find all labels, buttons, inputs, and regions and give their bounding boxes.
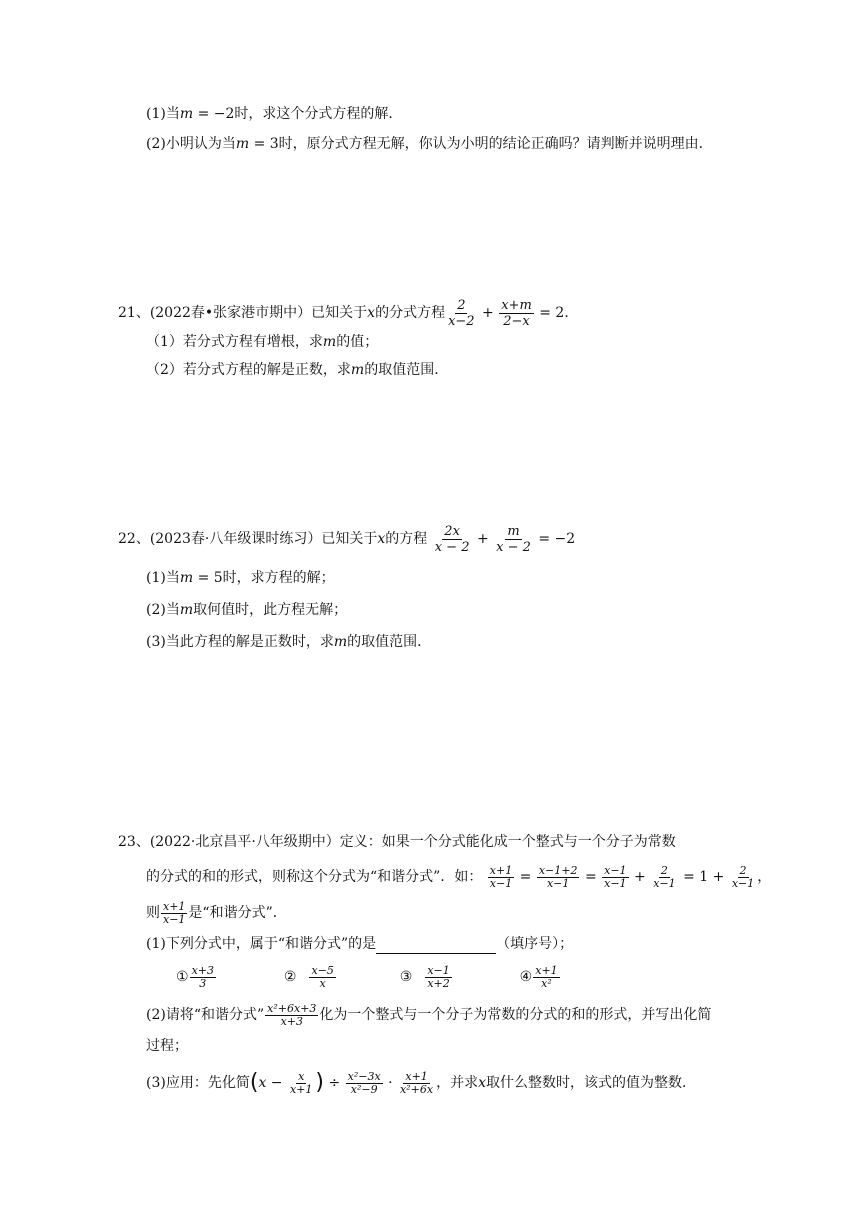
var-x: x: [478, 1075, 486, 1091]
fraction: $\frac{x+1}{\text{x²+6x}}$: [400, 1069, 434, 1096]
q20-part1: [146, 104, 402, 124]
var-m: m: [235, 136, 250, 152]
q23-part2-cont: [146, 1036, 188, 1056]
text: (2)请将“和谐分式”: [146, 1007, 265, 1023]
text: 的分式方程: [375, 305, 446, 321]
fraction: $\frac{x}{x+1}$: [289, 1069, 313, 1096]
text: （2）若分式方程的解是正数，求: [146, 362, 351, 378]
text: （1）若分式方程有增根，求: [146, 334, 323, 350]
text: 化为一个整式与一个分子为常数的分式的和的形式，并写出化简: [319, 1007, 712, 1023]
fraction: $\frac{2}{x-1}$: [653, 863, 676, 890]
text: (3)应用：先化简: [146, 1075, 250, 1091]
q23-options: [176, 962, 561, 992]
fraction: $\frac{\text{x²+6x+3}}{x+3}$: [267, 1001, 317, 1028]
q21-stem: [118, 296, 578, 330]
q21-part2: [146, 360, 448, 380]
text: = −2: [538, 531, 576, 547]
var-x: x: [377, 531, 386, 547]
fraction: $\frac{2x}{x - 2}$: [434, 523, 470, 555]
fraction: $\frac{x+1}{\text{x²}}$: [535, 963, 558, 990]
fraction: $\frac{x+3}{3}$: [191, 963, 214, 990]
text: 的方程: [385, 531, 428, 547]
text: = 2．: [539, 305, 579, 321]
q22-stem: [118, 522, 575, 556]
q20-part2: [146, 134, 713, 154]
text: 的分式的和的形式，则称这个分式为“和谐分式”．如：: [146, 869, 483, 885]
option-number: ③: [399, 969, 413, 985]
text: = 5时，求方程的解；: [193, 570, 335, 586]
equals-sign: =: [683, 869, 695, 885]
q23-part1: [146, 934, 573, 954]
text: 的值；: [336, 334, 379, 350]
fraction: $\frac{\text{x²−3x}}{\text{x²−9}}$: [347, 1069, 381, 1096]
var-m: m: [179, 602, 194, 618]
q22-part2: [146, 600, 347, 620]
option-number: ②: [283, 969, 297, 985]
fraction: $\frac{x-1+2}{x-1}$: [538, 863, 578, 890]
text: 23、(2022·北京昌平·八年级期中）定义：如果一个分式能化成一个整式与一个分子为常数: [118, 834, 676, 850]
paren: ): [315, 1070, 324, 1095]
fraction: $\frac{2}{x-2}$: [448, 297, 475, 329]
plus-sign: +: [712, 869, 725, 885]
fraction: $\frac{x-5}{x}$: [311, 963, 334, 990]
number: 1: [699, 869, 709, 885]
text: (1)当: [146, 106, 180, 122]
text: 22、(2023春·八年级课时练习）已知关于: [118, 531, 378, 547]
answer-blank[interactable]: [376, 939, 496, 954]
text: (2)当: [146, 602, 180, 618]
text: (1)下列分式中，属于“和谐分式”的是: [146, 936, 377, 952]
var-m: m: [179, 106, 194, 122]
text: 取什么整数时，该式的值为整数．: [486, 1075, 696, 1091]
option-number: ④: [519, 969, 533, 985]
dot-sign: ·: [388, 1075, 393, 1091]
fraction: $\frac{x+m}{2-x}$: [501, 297, 532, 329]
var-m: m: [350, 362, 365, 378]
text: 是“和谐分式”．: [188, 905, 287, 921]
divide-sign: ÷: [328, 1075, 341, 1091]
text: 21、(2022春•张家港市期中）已知关于: [118, 305, 368, 321]
text: = −2时，求这个分式方程的解．: [193, 106, 403, 122]
fraction: $\frac{m}{x - 2}$: [496, 523, 531, 555]
plus-sign: +: [482, 305, 494, 321]
var-m: m: [333, 634, 348, 650]
q23-part3: [146, 1066, 696, 1100]
text: ，: [757, 869, 772, 885]
text: ，并求: [436, 1075, 479, 1091]
equals-sign: =: [584, 869, 597, 885]
fraction: $\frac{x-1}{x-1}$: [604, 863, 627, 890]
q21-part1: [146, 332, 378, 352]
q22-part3: [146, 632, 431, 652]
text: 过程；: [146, 1038, 188, 1054]
fraction: $\frac{x+1}{x-1}$: [163, 899, 186, 926]
paren: (: [249, 1070, 259, 1095]
text: 的取值范围．: [364, 362, 449, 378]
text: (3)当此方程的解是正数时，求: [146, 634, 334, 650]
text: 的取值范围．: [347, 634, 432, 650]
fraction: $\frac{2}{x-1}$: [731, 863, 755, 890]
q23-part2: [146, 1000, 711, 1030]
plus-sign: +: [634, 869, 646, 885]
plus-sign: +: [476, 531, 489, 547]
fraction: $\frac{x+1}{x-1}$: [489, 863, 513, 890]
q22-part1: [146, 568, 335, 588]
text: (1)当: [146, 570, 180, 586]
text: = 3时，原分式方程无解，你认为小明的结论正确吗？请判断并说明理由．: [249, 136, 713, 152]
var-m: m: [179, 570, 194, 586]
q23-stem-line1: [118, 832, 676, 852]
equals-sign: =: [519, 869, 532, 885]
q23-stem-line2: [146, 862, 771, 892]
text: 则: [146, 905, 160, 921]
var-x: x: [258, 1075, 267, 1091]
var-m: m: [322, 334, 337, 350]
fraction: $\frac{x-1}{x+2}$: [427, 963, 450, 990]
text: (2)小明认为当: [146, 136, 236, 152]
text: （填序号）；: [496, 936, 574, 952]
q23-stem-line3: [146, 898, 287, 928]
var-x: x: [367, 305, 376, 321]
option-number: ①: [176, 969, 189, 985]
text: 取何值时，此方程无解；: [193, 602, 348, 618]
minus-sign: −: [270, 1075, 283, 1091]
